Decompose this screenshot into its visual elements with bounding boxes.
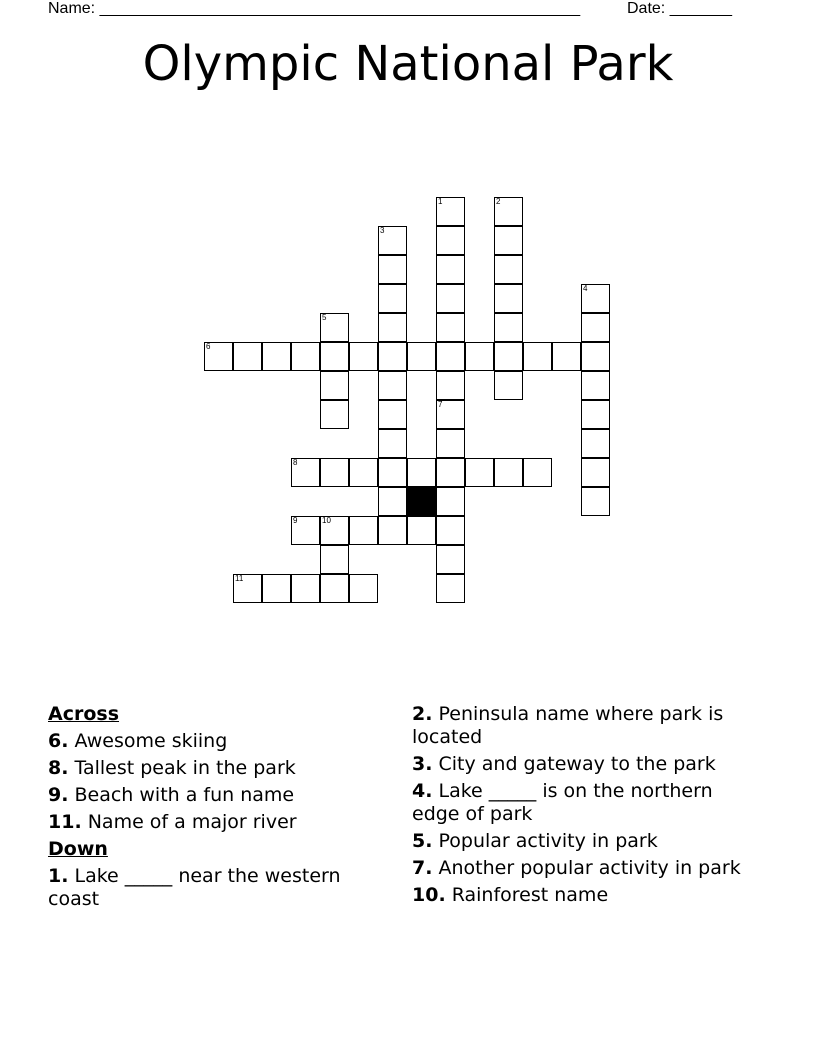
grid-cell[interactable] bbox=[291, 458, 320, 487]
clue-item bbox=[48, 730, 378, 753]
clue-text: Beach with a fun name bbox=[68, 784, 295, 806]
grid-cell[interactable] bbox=[494, 226, 523, 255]
clue-text: Lake _____ near the western coast bbox=[48, 865, 341, 910]
grid-cell[interactable] bbox=[349, 458, 378, 487]
grid-cell[interactable] bbox=[494, 458, 523, 487]
grid-cell[interactable] bbox=[320, 400, 349, 429]
grid-cell[interactable] bbox=[262, 342, 291, 371]
grid-cell[interactable] bbox=[581, 429, 610, 458]
grid-cell[interactable] bbox=[378, 371, 407, 400]
clue-number: 4 bbox=[583, 284, 588, 293]
clue-number: 11 bbox=[235, 574, 244, 583]
grid-cell[interactable] bbox=[378, 342, 407, 371]
grid-cell[interactable] bbox=[436, 342, 465, 371]
grid-cell[interactable] bbox=[378, 284, 407, 313]
grid-cell[interactable] bbox=[436, 371, 465, 400]
clue-item bbox=[412, 753, 742, 776]
grid-cell[interactable] bbox=[349, 516, 378, 545]
clue-text: Name of a major river bbox=[81, 811, 297, 833]
grid-cell[interactable] bbox=[494, 313, 523, 342]
clue-number-label: 9. bbox=[48, 784, 69, 806]
grid-cell[interactable] bbox=[436, 516, 465, 545]
clue-item bbox=[48, 757, 378, 780]
grid-cell[interactable] bbox=[291, 574, 320, 603]
clue-item bbox=[412, 884, 742, 907]
clue-number: 8 bbox=[293, 458, 298, 467]
grid-cell[interactable] bbox=[378, 255, 407, 284]
down-clue-list-left bbox=[48, 865, 378, 911]
grid-cell[interactable] bbox=[436, 226, 465, 255]
clue-item bbox=[48, 865, 378, 911]
grid-cell[interactable] bbox=[581, 342, 610, 371]
grid-cell[interactable] bbox=[523, 342, 552, 371]
grid-cell[interactable] bbox=[349, 574, 378, 603]
grid-cell[interactable] bbox=[407, 516, 436, 545]
clue-text: Popular activity in park bbox=[432, 830, 658, 852]
clue-number: 10 bbox=[322, 516, 331, 525]
grid-cell[interactable] bbox=[581, 284, 610, 313]
grid-cell[interactable] bbox=[378, 487, 407, 516]
grid-cell[interactable] bbox=[581, 313, 610, 342]
grid-cell[interactable] bbox=[291, 342, 320, 371]
grid-cell[interactable] bbox=[436, 429, 465, 458]
grid-cell[interactable] bbox=[581, 487, 610, 516]
grid-cell[interactable] bbox=[320, 342, 349, 371]
clue-number: 6 bbox=[206, 342, 211, 351]
grid-cell[interactable] bbox=[407, 458, 436, 487]
grid-cell[interactable] bbox=[378, 458, 407, 487]
grid-cell[interactable] bbox=[581, 371, 610, 400]
grid-cell[interactable] bbox=[581, 400, 610, 429]
clue-text: Peninsula name where park is located bbox=[412, 703, 724, 748]
clue-number-label: 6. bbox=[48, 730, 69, 752]
across-heading: Across bbox=[48, 703, 120, 725]
clue-text: Tallest peak in the park bbox=[68, 757, 296, 779]
clue-number: 1 bbox=[438, 197, 443, 206]
grid-cell[interactable] bbox=[436, 400, 465, 429]
grid-cell[interactable] bbox=[320, 371, 349, 400]
grid-cell[interactable] bbox=[436, 255, 465, 284]
clue-number: 3 bbox=[380, 226, 385, 235]
clue-item bbox=[48, 784, 378, 807]
across-clue-list bbox=[48, 730, 378, 834]
clue-number-label: 3. bbox=[412, 753, 433, 775]
grid-cell[interactable] bbox=[233, 574, 262, 603]
grid-cell[interactable] bbox=[552, 342, 581, 371]
grid-cell[interactable] bbox=[465, 342, 494, 371]
grid-cell[interactable] bbox=[436, 197, 465, 226]
grid-cell[interactable] bbox=[436, 458, 465, 487]
grid-cell[interactable] bbox=[378, 429, 407, 458]
clue-number-label: 5. bbox=[412, 830, 433, 852]
down-heading: Down bbox=[48, 838, 108, 860]
grid-cell[interactable] bbox=[378, 226, 407, 255]
grid-cell[interactable] bbox=[494, 197, 523, 226]
grid-cell[interactable] bbox=[320, 313, 349, 342]
grid-cell[interactable] bbox=[436, 487, 465, 516]
grid-cell[interactable] bbox=[378, 400, 407, 429]
grid-cell[interactable] bbox=[523, 458, 552, 487]
clue-number-label: 2. bbox=[412, 703, 433, 725]
clue-item bbox=[412, 857, 742, 880]
clue-number-label: 8. bbox=[48, 757, 69, 779]
clue-item bbox=[412, 780, 742, 826]
clue-item bbox=[412, 703, 742, 749]
clue-number-label: 10. bbox=[412, 884, 446, 906]
clue-text: Another popular activity in park bbox=[432, 857, 741, 879]
grid-cell[interactable] bbox=[262, 574, 291, 603]
grid-cell[interactable] bbox=[407, 342, 436, 371]
name-field-label[interactable]: Name: ______________________________________________________ bbox=[48, 0, 581, 17]
clue-number-label: 7. bbox=[412, 857, 433, 879]
grid-cell[interactable] bbox=[494, 342, 523, 371]
grid-cell[interactable] bbox=[494, 371, 523, 400]
clue-text: Lake _____ is on the northern edge of park bbox=[412, 780, 713, 825]
clue-text: Rainforest name bbox=[445, 884, 609, 906]
clue-number: 9 bbox=[293, 516, 298, 525]
grid-cell[interactable] bbox=[436, 284, 465, 313]
clue-number-label: 1. bbox=[48, 865, 69, 887]
puzzle-title: Olympic National Park bbox=[142, 36, 674, 92]
clue-number-label: 4. bbox=[412, 780, 433, 802]
date-field-label[interactable]: Date: _______ bbox=[627, 0, 732, 17]
grid-cell[interactable] bbox=[378, 516, 407, 545]
clue-text: City and gateway to the park bbox=[432, 753, 716, 775]
grid-cell[interactable] bbox=[320, 545, 349, 574]
black-cell bbox=[407, 487, 436, 516]
grid-cell[interactable] bbox=[494, 284, 523, 313]
clues-left-column bbox=[48, 703, 378, 915]
grid-cell[interactable] bbox=[436, 574, 465, 603]
grid-cell[interactable] bbox=[291, 516, 320, 545]
down-clue-list-right bbox=[412, 703, 742, 907]
clue-item bbox=[412, 830, 742, 853]
clue-number: 7 bbox=[438, 400, 443, 409]
clue-number: 2 bbox=[496, 197, 501, 206]
clue-text: Awesome skiing bbox=[68, 730, 228, 752]
grid-cell[interactable] bbox=[465, 458, 494, 487]
grid-cell[interactable] bbox=[204, 342, 233, 371]
grid-cell[interactable] bbox=[320, 516, 349, 545]
grid-cell[interactable] bbox=[581, 458, 610, 487]
clues-right-column bbox=[412, 703, 742, 911]
grid-cell[interactable] bbox=[320, 574, 349, 603]
grid-cell[interactable] bbox=[494, 255, 523, 284]
grid-cell[interactable] bbox=[436, 545, 465, 574]
clue-number: 5 bbox=[322, 313, 327, 322]
clue-item bbox=[48, 811, 378, 834]
grid-cell[interactable] bbox=[233, 342, 262, 371]
grid-cell[interactable] bbox=[320, 458, 349, 487]
grid-cell[interactable] bbox=[378, 313, 407, 342]
grid-cell[interactable] bbox=[436, 313, 465, 342]
clue-number-label: 11. bbox=[48, 811, 82, 833]
grid-cell[interactable] bbox=[349, 342, 378, 371]
